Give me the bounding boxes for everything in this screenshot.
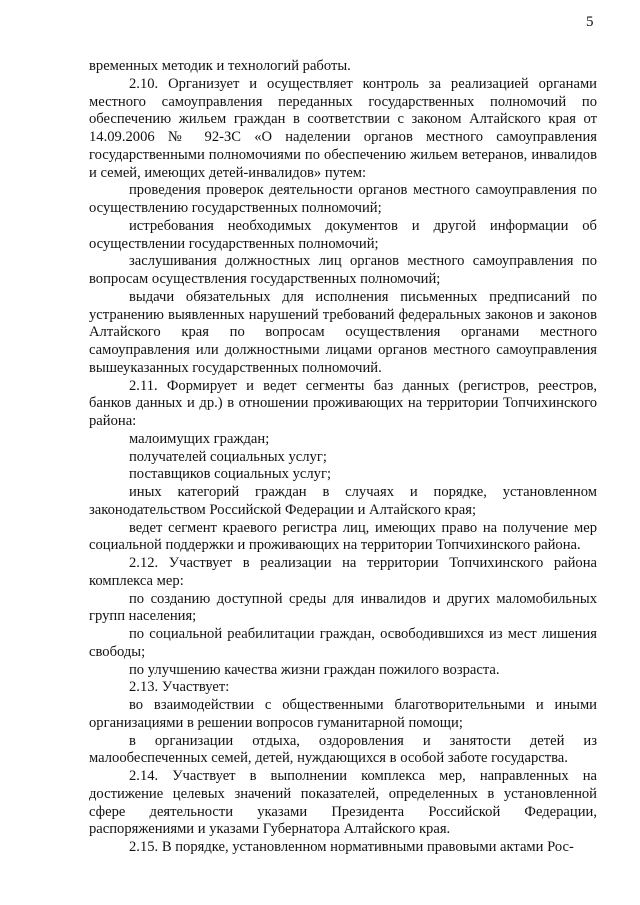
paragraph: 2.15. В порядке, установленном нормативными правовыми актами Рос-: [129, 839, 574, 855]
document-body: [89, 58, 597, 857]
paragraph: иных категорий граждан в случаях и порядке, установленном законодательством Российской Федерации и Алтайского края;: [89, 484, 597, 518]
paragraph: ведет сегмент краевого регистра лиц, имеющих право на получение мер социальной поддержки и проживающих на территории Топчихинского района.: [89, 519, 597, 554]
page-number: 5: [586, 14, 594, 30]
paragraph: проведения проверок деятельности органов местного самоуправления по осуществлению государственных полномочий;: [89, 182, 597, 216]
paragraph: 2.12. Участвует в реализации на территории Топчихинского района комплекса мер:: [89, 555, 597, 589]
paragraph: истребования необходимых документов и другой информации об осуществлении государственных полномочий;: [89, 217, 597, 252]
paragraph: поставщиков социальных услуг;: [129, 466, 331, 483]
paragraph: получателей социальных услуг;: [129, 448, 327, 465]
paragraph: 2.11. Формирует и ведет сегменты баз данных (регистров, реестров, банков данных и др.) в отношении проживающих на территории Топчихинского района:: [89, 377, 597, 429]
paragraph: малоимущих граждан;: [129, 430, 270, 447]
paragraph: 2.13. Участвует:: [129, 679, 230, 696]
paragraph: 2.14. Участвует в выполнении комплекса мер, направленных на достижение целевых значений показателей, определенных в установленной сфере деятельности указами Президента Российской Федерации, распоряжениями и указами Губернатора Алтайского края.: [89, 768, 597, 838]
paragraph: в организации отдыха, оздоровления и занятости детей из малообеспеченных семей, детей, нуждающихся в особой заботе государства.: [89, 732, 597, 767]
paragraph: по улучшению качества жизни граждан пожилого возраста.: [129, 661, 500, 678]
paragraph: во взаимодействии с общественными благотворительными и иными организациями в решении вопросов гуманитарной помощи;: [89, 697, 597, 731]
paragraph: временных методик и технологий работы.: [89, 58, 351, 74]
paragraph: по социальной реабилитации граждан, освободившихся из мест лишения свободы;: [89, 626, 597, 660]
paragraph: 2.10. Организует и осуществляет контроль за реализацией органами местного самоуправления переданных государственных полномочий по обеспечению жильем граждан в соответствии с законом Алтайского края от 14.09.2006 № 92-ЗС «О наделении органов местного самоуправления государственными полномочиями по обеспечению жильем ветеранов, инвалидов и семей, имеющих детей-инвалидов» путем:: [89, 75, 597, 181]
paragraph: заслушивания должностных лиц органов местного самоуправления по вопросам осуществления государственных полномочий;: [89, 253, 597, 287]
paragraph: выдачи обязательных для исполнения письменных предписаний по устранению выявленных нарушений требований федеральных законов и законов Алтайского края по вопросам осуществления органами местного самоуправления или должностными лицами органов местного самоуправления вышеуказанных государственных полномочий.: [89, 288, 597, 376]
paragraph: по созданию доступной среды для инвалидов и других маломобильных групп населения;: [89, 590, 597, 625]
